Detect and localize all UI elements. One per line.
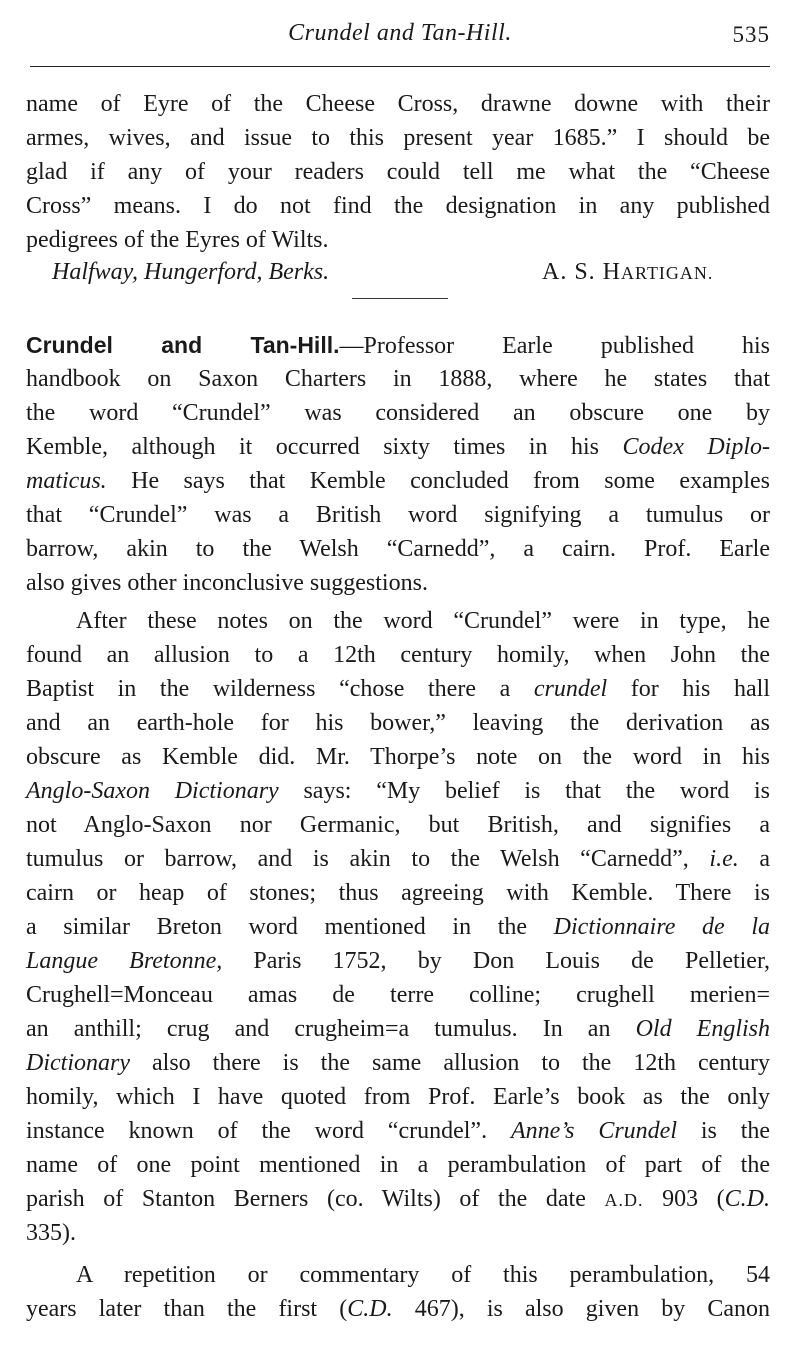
text-line: obscure as Kemble did. Mr. Thorpe’s note on the word in his: [26, 744, 770, 770]
text-line: name of Eyre of the Cheese Cross, drawne downe with their: [26, 91, 770, 117]
text-line: parish of Stanton Berners (co. Wilts) of the date A.D. 903 (C.D.: [26, 1186, 771, 1212]
text-line: instance known of the word “crundel”. Anne’s Crundel is the: [26, 1118, 771, 1144]
text-line: Baptist in the wilderness “chose there a crundel for his hall: [26, 676, 770, 702]
signature-name: A. S. HARTIGAN.: [542, 259, 714, 285]
text-line: homily, which I have quoted from Prof. Earle’s book as the only: [26, 1084, 770, 1110]
text-line: Langue Bretonne, Paris 1752, by Don Louis de Pelletier,: [26, 948, 770, 974]
text-line: a similar Breton word mentioned in the Dictionnaire de la: [26, 914, 771, 940]
text-line: the word “Crundel” was considered an obscure one by: [26, 400, 770, 426]
section-divider: [352, 298, 448, 299]
text-line: Dictionary also there is the same allusion to the 12th century: [26, 1050, 770, 1076]
text-line: After these notes on the word “Crundel” were in type, he: [76, 608, 770, 634]
text-line: that “Crundel” was a British word signifying a tumulus or: [26, 502, 770, 528]
text-line: barrow, akin to the Welsh “Carnedd”, a cairn. Prof. Earle: [26, 536, 770, 562]
text-line: Crundel and Tan-Hill.—Professor Earle published his: [26, 332, 770, 359]
text-line: also gives other inconclusive suggestions.: [26, 570, 428, 596]
text-line: Anglo-Saxon Dictionary says: “My belief is that the word is: [26, 778, 771, 804]
running-title: Crundel and Tan-Hill.: [288, 20, 512, 46]
text-line: and an earth-hole for his bower,” leaving the derivation as: [26, 710, 770, 736]
text-line: 335).: [26, 1220, 76, 1246]
text-line: Kemble, although it occurred sixty times in his Codex Diplo-: [26, 434, 770, 460]
text-line: pedigrees of the Eyres of Wilts.: [26, 227, 329, 253]
text-line: cairn or heap of stones; thus agreeing with Kemble. There is: [26, 880, 770, 906]
page-header: [30, 20, 770, 54]
text-line: an anthill; crug and crugheim=a tumulus. In an Old English: [26, 1016, 770, 1042]
page-number: 535: [732, 22, 770, 47]
text-line: maticus. He says that Kemble concluded from some examples: [26, 468, 770, 494]
text-line: found an allusion to a 12th century homily, when John the: [26, 642, 770, 668]
text-line: Crughell=Monceau amas de terre colline; crughell merien=: [26, 982, 770, 1008]
text-line: A repetition or commentary of this perambulation, 54: [76, 1262, 770, 1288]
text-line: Cross” means. I do not find the designation in any published: [26, 193, 770, 219]
text-line: glad if any of your readers could tell me what the “Cheese: [26, 159, 770, 185]
header-rule: [30, 66, 770, 67]
signature-place: Halfway, Hungerford, Berks.: [52, 259, 330, 285]
letter-signature: [52, 255, 770, 289]
text-line: armes, wives, and issue to this present year 1685.” I should be: [26, 125, 770, 151]
text-line: years later than the first (C.D. 467), is also given by Canon: [26, 1296, 771, 1322]
text-line: tumulus or barrow, and is akin to the Welsh “Carnedd”, i.e. a: [26, 846, 770, 872]
article-heading: Crundel and Tan-Hill.: [26, 332, 340, 358]
text-line: handbook on Saxon Charters in 1888, where he states that: [26, 366, 770, 392]
text-line: not Anglo-Saxon nor Germanic, but British, and signifies a: [26, 812, 770, 838]
text-line: name of one point mentioned in a perambulation of part of the: [26, 1152, 770, 1178]
